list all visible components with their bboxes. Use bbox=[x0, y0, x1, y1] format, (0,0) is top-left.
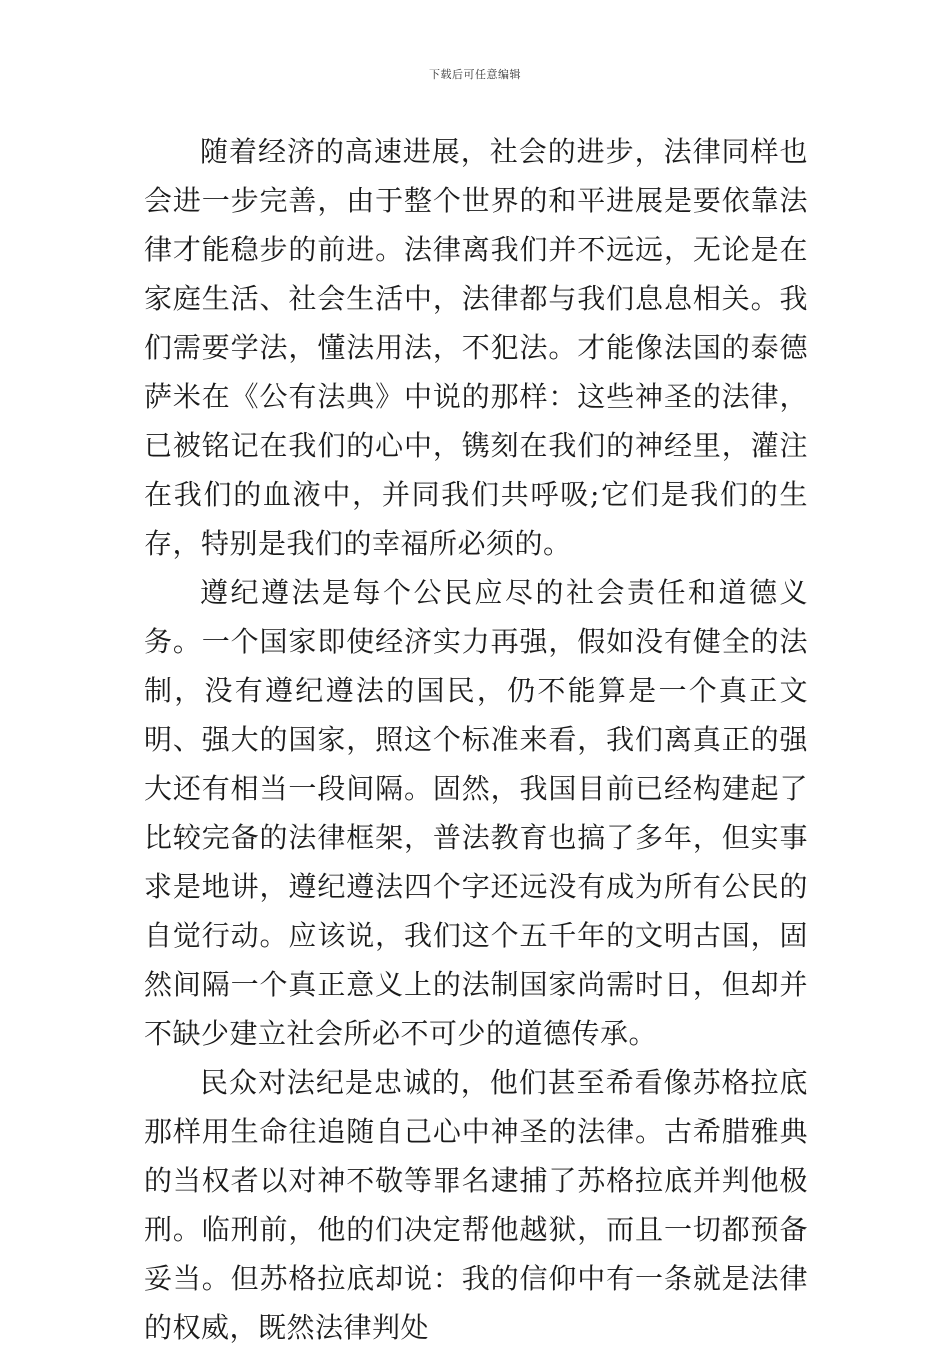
paragraph-2: 遵纪遵法是每个公民应尽的社会责任和道德义务。一个国家即使经济实力再强，假如没有健全的法制，没有遵纪遵法的国民，仍不能算是一个真正文明、强大的国家，照这个标准来看，我们离真正的强大还有相当一段间隔。固然，我国目前已经构建起了比较完备的法律框架，普法教育也搞了多年，但实事求是地讲，遵纪遵法四个字还远没有成为所有公民的自觉行动。应该说，我们这个五千年的文明古国，固然间隔一个真正意义上的法制国家尚需时日，但却并不缺少建立社会所必不可少的道德传承。 bbox=[144, 576, 808, 1050]
document-body bbox=[144, 127, 808, 1352]
page-header-note: 下载后可任意编辑 bbox=[429, 68, 521, 81]
paragraph-1: 随着经济的高速进展，社会的进步，法律同样也会进一步完善，由于整个世界的和平进展是要依靠法律才能稳步的前进。法律离我们并不远远，无论是在家庭生活、社会生活中，法律都与我们息息相关。我们需要学法，懂法用法，不犯法。才能像法国的泰德萨米在《公有法典》中说的那样：这些神圣的法律，已被铭记在我们的心中，镌刻在我们的神经里，灌注在我们的血液中，并同我们共呼吸;它们是我们的生存，特别是我们的幸福所必须的。 bbox=[144, 135, 808, 560]
paragraph-3: 民众对法纪是忠诚的，他们甚至希看像苏格拉底那样用生命往追随自己心中神圣的法律。古希腊雅典的当权者以对神不敬等罪名逮捕了苏格拉底并判他极刑。临刑前，他的们决定帮他越狱，而且一切都预备妥当。但苏格拉底却说：我的信仰中有一条就是法律的权威，既然法律判处 bbox=[144, 1066, 808, 1344]
